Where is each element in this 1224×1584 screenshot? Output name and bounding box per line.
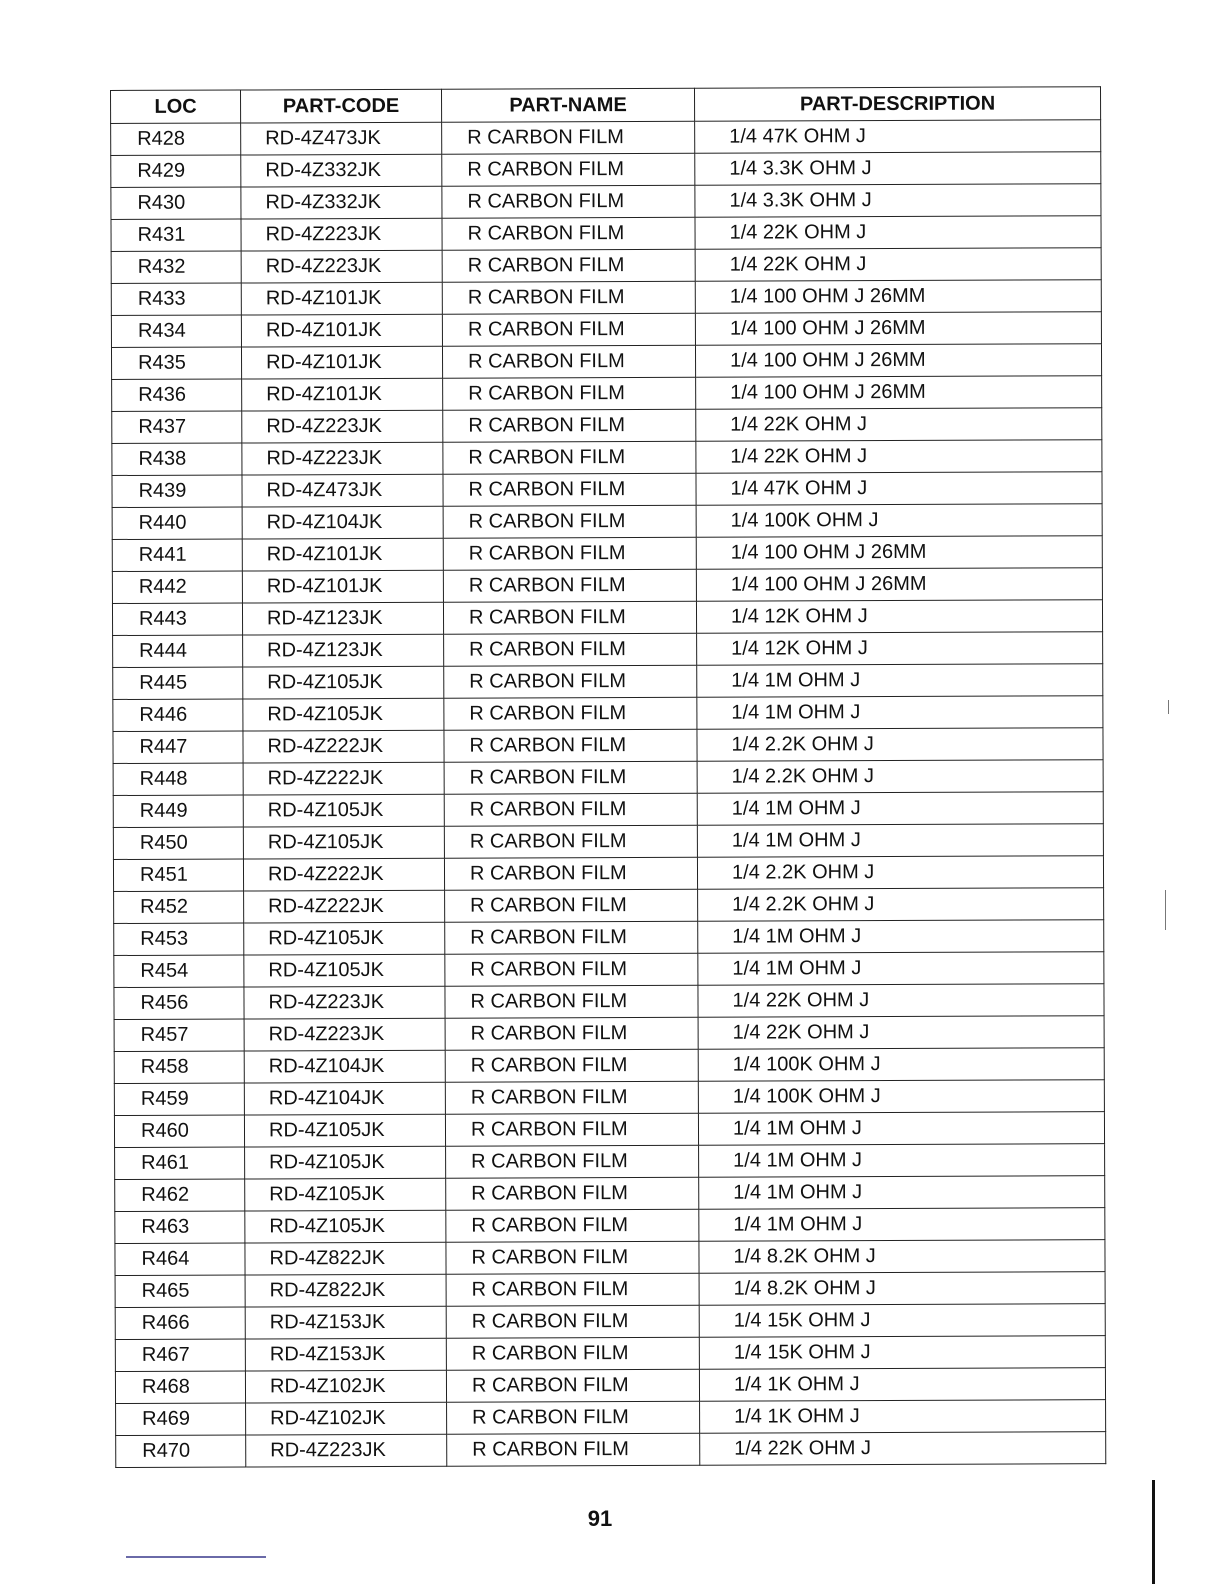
table-row: [115, 1240, 1105, 1276]
cell-part-description: 1/4 100 OHM J 26MM: [695, 280, 1101, 314]
cell-part-code: RD-4Z222JK: [243, 858, 444, 891]
cell-loc: R462: [115, 1179, 245, 1211]
table-row: [112, 536, 1102, 572]
cell-part-code: RD-4Z102JK: [246, 1402, 447, 1435]
table-row: [115, 1368, 1105, 1404]
cell-part-description: 1/4 1M OHM J: [697, 792, 1103, 826]
cell-part-description: 1/4 1M OHM J: [699, 1176, 1105, 1210]
cell-part-code: RD-4Z105JK: [245, 1210, 446, 1243]
cell-part-description: 1/4 1M OHM J: [699, 1208, 1105, 1242]
cell-part-description: 1/4 12K OHM J: [696, 600, 1102, 634]
cell-part-name: R CARBON FILM: [443, 473, 696, 506]
cell-part-code: RD-4Z223JK: [244, 1018, 445, 1051]
table-row: [115, 1272, 1105, 1308]
cell-loc: R459: [114, 1083, 244, 1115]
cell-loc: R440: [112, 507, 242, 539]
cell-part-name: R CARBON FILM: [446, 1177, 699, 1210]
cell-part-code: RD-4Z104JK: [244, 1082, 445, 1115]
table-header-row: [111, 87, 1101, 124]
cell-loc: R447: [113, 731, 243, 763]
cell-loc: R449: [113, 795, 243, 827]
cell-part-code: RD-4Z102JK: [245, 1370, 446, 1403]
table-row: [112, 408, 1102, 444]
cell-part-code: RD-4Z822JK: [245, 1242, 446, 1275]
cell-part-code: RD-4Z101JK: [242, 570, 443, 603]
table-row: [111, 248, 1101, 284]
cell-loc: R432: [111, 251, 241, 283]
cell-part-description: 1/4 15K OHM J: [699, 1304, 1105, 1338]
cell-loc: R434: [111, 315, 241, 347]
table-row: [115, 1208, 1105, 1244]
cell-loc: R431: [111, 219, 241, 251]
cell-loc: R451: [113, 859, 243, 891]
cell-loc: R444: [113, 635, 243, 667]
cell-part-name: R CARBON FILM: [444, 633, 697, 666]
cell-part-description: 1/4 3.3K OHM J: [695, 184, 1101, 218]
cell-part-description: 1/4 1K OHM J: [699, 1368, 1105, 1402]
table-row: [111, 216, 1101, 252]
cell-loc: R429: [111, 155, 241, 187]
cell-part-code: RD-4Z105JK: [245, 1146, 446, 1179]
cell-part-description: 1/4 100K OHM J: [696, 504, 1102, 538]
table-row: [113, 696, 1103, 732]
cell-loc: R438: [112, 443, 242, 475]
cell-part-description: 1/4 22K OHM J: [700, 1432, 1106, 1466]
table-row: [112, 568, 1102, 604]
cell-loc: R446: [113, 699, 243, 731]
cell-part-code: RD-4Z105JK: [243, 826, 444, 859]
cell-loc: R450: [113, 827, 243, 859]
cell-loc: R467: [115, 1339, 245, 1371]
cell-part-name: R CARBON FILM: [446, 1209, 699, 1242]
table-row: [112, 376, 1102, 412]
cell-part-code: RD-4Z153JK: [245, 1338, 446, 1371]
cell-part-description: 1/4 8.2K OHM J: [699, 1272, 1105, 1306]
cell-part-code: RD-4Z123JK: [242, 602, 443, 635]
cell-part-name: R CARBON FILM: [443, 537, 696, 570]
cell-loc: R436: [112, 379, 242, 411]
cell-loc: R458: [114, 1051, 244, 1083]
cell-part-code: RD-4Z101JK: [242, 538, 443, 571]
scan-mark: [1165, 890, 1166, 930]
cell-loc: R454: [114, 955, 244, 987]
cell-part-description: 1/4 22K OHM J: [698, 984, 1104, 1018]
cell-part-name: R CARBON FILM: [447, 1401, 700, 1434]
cell-part-description: 1/4 1K OHM J: [700, 1400, 1106, 1434]
table-row: [113, 728, 1103, 764]
cell-part-description: 1/4 100 OHM J 26MM: [695, 344, 1101, 378]
parts-table: [110, 86, 1106, 1468]
cell-part-name: R CARBON FILM: [442, 313, 695, 346]
cell-part-name: R CARBON FILM: [444, 665, 697, 698]
cell-part-name: R CARBON FILM: [442, 345, 695, 378]
cell-part-code: RD-4Z123JK: [243, 634, 444, 667]
table-row: [114, 984, 1104, 1020]
table-row: [113, 632, 1103, 668]
cell-part-name: R CARBON FILM: [444, 825, 697, 858]
cell-part-name: R CARBON FILM: [442, 217, 695, 250]
cell-part-code: RD-4Z822JK: [245, 1274, 446, 1307]
cell-part-description: 1/4 22K OHM J: [695, 216, 1101, 250]
cell-part-name: R CARBON FILM: [447, 1433, 700, 1466]
cell-part-code: RD-4Z153JK: [245, 1306, 446, 1339]
cell-part-description: 1/4 12K OHM J: [697, 632, 1103, 666]
cell-part-description: 1/4 100 OHM J 26MM: [696, 568, 1102, 602]
cell-part-description: 1/4 22K OHM J: [696, 408, 1102, 442]
cell-part-description: 1/4 2.2K OHM J: [697, 856, 1103, 890]
table-row: [113, 664, 1103, 700]
cell-part-code: RD-4Z223JK: [246, 1434, 447, 1467]
table-row: [112, 472, 1102, 508]
cell-part-description: 1/4 47K OHM J: [696, 472, 1102, 506]
cell-part-description: 1/4 47K OHM J: [695, 120, 1101, 154]
cell-part-code: RD-4Z105JK: [243, 698, 444, 731]
cell-loc: R457: [114, 1019, 244, 1051]
cell-part-code: RD-4Z105JK: [244, 1114, 445, 1147]
cell-part-code: RD-4Z101JK: [241, 314, 442, 347]
cell-part-description: 1/4 100K OHM J: [698, 1048, 1104, 1082]
cell-part-name: R CARBON FILM: [446, 1337, 699, 1370]
cell-part-code: RD-4Z105JK: [244, 922, 445, 955]
cell-part-name: R CARBON FILM: [444, 793, 697, 826]
cell-part-name: R CARBON FILM: [446, 1273, 699, 1306]
cell-part-description: 1/4 22K OHM J: [698, 1016, 1104, 1050]
cell-part-code: RD-4Z222JK: [244, 890, 445, 923]
table-row: [114, 888, 1104, 924]
cell-part-name: R CARBON FILM: [444, 697, 697, 730]
cell-part-code: RD-4Z473JK: [241, 122, 442, 155]
cell-part-name: R CARBON FILM: [445, 921, 698, 954]
cell-part-description: 1/4 15K OHM J: [699, 1336, 1105, 1370]
cell-loc: R470: [116, 1435, 246, 1467]
table-row: [115, 1304, 1105, 1340]
cell-part-code: RD-4Z104JK: [242, 506, 443, 539]
cell-part-name: R CARBON FILM: [446, 1145, 699, 1178]
cell-part-name: R CARBON FILM: [446, 1369, 699, 1402]
cell-part-name: R CARBON FILM: [444, 857, 697, 890]
footer-rule: [126, 1556, 266, 1558]
table-row: [114, 1112, 1104, 1148]
cell-loc: R437: [112, 411, 242, 443]
table-row: [111, 120, 1101, 156]
cell-part-description: 1/4 22K OHM J: [696, 440, 1102, 474]
table-row: [115, 1144, 1105, 1180]
cell-part-code: RD-4Z105JK: [243, 794, 444, 827]
table-row: [113, 760, 1103, 796]
table-row: [115, 1176, 1105, 1212]
cell-part-code: RD-4Z105JK: [244, 954, 445, 987]
cell-part-name: R CARBON FILM: [445, 889, 698, 922]
cell-part-code: RD-4Z104JK: [244, 1050, 445, 1083]
table-row: [114, 1048, 1104, 1084]
scan-mark: [1168, 700, 1169, 714]
cell-part-description: 1/4 100 OHM J 26MM: [696, 536, 1102, 570]
cell-part-code: RD-4Z223JK: [242, 410, 443, 443]
cell-part-name: R CARBON FILM: [445, 953, 698, 986]
cell-loc: R456: [114, 987, 244, 1019]
cell-part-code: RD-4Z105JK: [243, 666, 444, 699]
cell-part-description: 1/4 2.2K OHM J: [698, 888, 1104, 922]
cell-part-description: 1/4 2.2K OHM J: [697, 760, 1103, 794]
cell-loc: R453: [114, 923, 244, 955]
cell-part-description: 1/4 100K OHM J: [698, 1080, 1104, 1114]
table-body: [111, 120, 1106, 1468]
header-loc: LOC: [111, 90, 241, 123]
cell-part-description: 1/4 2.2K OHM J: [697, 728, 1103, 762]
cell-part-name: R CARBON FILM: [443, 377, 696, 410]
cell-part-description: 1/4 1M OHM J: [698, 952, 1104, 986]
header-part-description: PART-DESCRIPTION: [694, 87, 1100, 122]
cell-loc: R466: [115, 1307, 245, 1339]
cell-part-name: R CARBON FILM: [443, 569, 696, 602]
cell-part-name: R CARBON FILM: [446, 1305, 699, 1338]
table-row: [113, 792, 1103, 828]
table-row: [111, 312, 1101, 348]
cell-part-code: RD-4Z332JK: [241, 154, 442, 187]
table-row: [111, 184, 1101, 220]
cell-part-code: RD-4Z101JK: [241, 346, 442, 379]
cell-part-code: RD-4Z105JK: [245, 1178, 446, 1211]
cell-loc: R435: [111, 347, 241, 379]
cell-loc: R468: [115, 1371, 245, 1403]
table-row: [116, 1432, 1106, 1468]
header-part-code: PART-CODE: [241, 89, 442, 123]
table-row: [112, 504, 1102, 540]
table-row: [114, 1016, 1104, 1052]
cell-loc: R460: [114, 1115, 244, 1147]
cell-loc: R461: [115, 1147, 245, 1179]
table-row: [112, 440, 1102, 476]
table-row: [114, 952, 1104, 988]
cell-part-name: R CARBON FILM: [443, 505, 696, 538]
cell-part-name: R CARBON FILM: [443, 441, 696, 474]
cell-part-name: R CARBON FILM: [442, 185, 695, 218]
cell-loc: R442: [112, 571, 242, 603]
table-row: [111, 152, 1101, 188]
cell-loc: R452: [114, 891, 244, 923]
cell-part-name: R CARBON FILM: [446, 1241, 699, 1274]
page-number: 91: [587, 1506, 613, 1531]
table-row: [111, 344, 1101, 380]
cell-part-code: RD-4Z332JK: [241, 186, 442, 219]
cell-loc: R469: [116, 1403, 246, 1435]
cell-part-description: 1/4 1M OHM J: [697, 824, 1103, 858]
cell-loc: R430: [111, 187, 241, 219]
cell-part-code: RD-4Z101JK: [242, 378, 443, 411]
cell-part-code: RD-4Z223JK: [244, 986, 445, 1019]
cell-loc: R464: [115, 1243, 245, 1275]
binding-edge: [1152, 1480, 1155, 1584]
cell-part-description: 1/4 100 OHM J 26MM: [695, 312, 1101, 346]
cell-part-description: 1/4 3.3K OHM J: [695, 152, 1101, 186]
cell-part-name: R CARBON FILM: [443, 409, 696, 442]
cell-loc: R448: [113, 763, 243, 795]
cell-part-code: RD-4Z223JK: [241, 250, 442, 283]
cell-part-description: 1/4 1M OHM J: [699, 1144, 1105, 1178]
cell-part-name: R CARBON FILM: [445, 1017, 698, 1050]
table-row: [111, 280, 1101, 316]
cell-loc: R445: [113, 667, 243, 699]
cell-part-name: R CARBON FILM: [445, 985, 698, 1018]
table-row: [113, 824, 1103, 860]
cell-part-name: R CARBON FILM: [442, 153, 695, 186]
cell-part-description: 1/4 1M OHM J: [697, 696, 1103, 730]
header-part-name: PART-NAME: [441, 88, 694, 122]
table-row: [115, 1336, 1105, 1372]
cell-part-name: R CARBON FILM: [442, 121, 695, 154]
cell-part-name: R CARBON FILM: [442, 281, 695, 314]
cell-part-description: 1/4 1M OHM J: [698, 920, 1104, 954]
cell-part-name: R CARBON FILM: [444, 761, 697, 794]
cell-part-code: RD-4Z223JK: [241, 218, 442, 251]
table-row: [114, 1080, 1104, 1116]
cell-part-code: RD-4Z222JK: [243, 762, 444, 795]
cell-part-description: 1/4 1M OHM J: [698, 1112, 1104, 1146]
cell-part-name: R CARBON FILM: [445, 1113, 698, 1146]
cell-part-name: R CARBON FILM: [445, 1049, 698, 1082]
cell-part-code: RD-4Z222JK: [243, 730, 444, 763]
cell-loc: R439: [112, 475, 242, 507]
cell-part-name: R CARBON FILM: [442, 249, 695, 282]
cell-loc: R441: [112, 539, 242, 571]
cell-loc: R465: [115, 1275, 245, 1307]
cell-part-name: R CARBON FILM: [444, 729, 697, 762]
cell-part-code: RD-4Z223JK: [242, 442, 443, 475]
table-row: [113, 856, 1103, 892]
cell-part-description: 1/4 1M OHM J: [697, 664, 1103, 698]
cell-loc: R433: [111, 283, 241, 315]
cell-part-code: RD-4Z473JK: [242, 474, 443, 507]
cell-part-code: RD-4Z101JK: [241, 282, 442, 315]
cell-part-name: R CARBON FILM: [445, 1081, 698, 1114]
cell-part-description: 1/4 8.2K OHM J: [699, 1240, 1105, 1274]
cell-loc: R443: [112, 603, 242, 635]
cell-loc: R463: [115, 1211, 245, 1243]
cell-loc: R428: [111, 123, 241, 155]
cell-part-name: R CARBON FILM: [443, 601, 696, 634]
table-row: [114, 920, 1104, 956]
cell-part-description: 1/4 100 OHM J 26MM: [696, 376, 1102, 410]
cell-part-description: 1/4 22K OHM J: [695, 248, 1101, 282]
table-row: [116, 1400, 1106, 1436]
table-row: [112, 600, 1102, 636]
